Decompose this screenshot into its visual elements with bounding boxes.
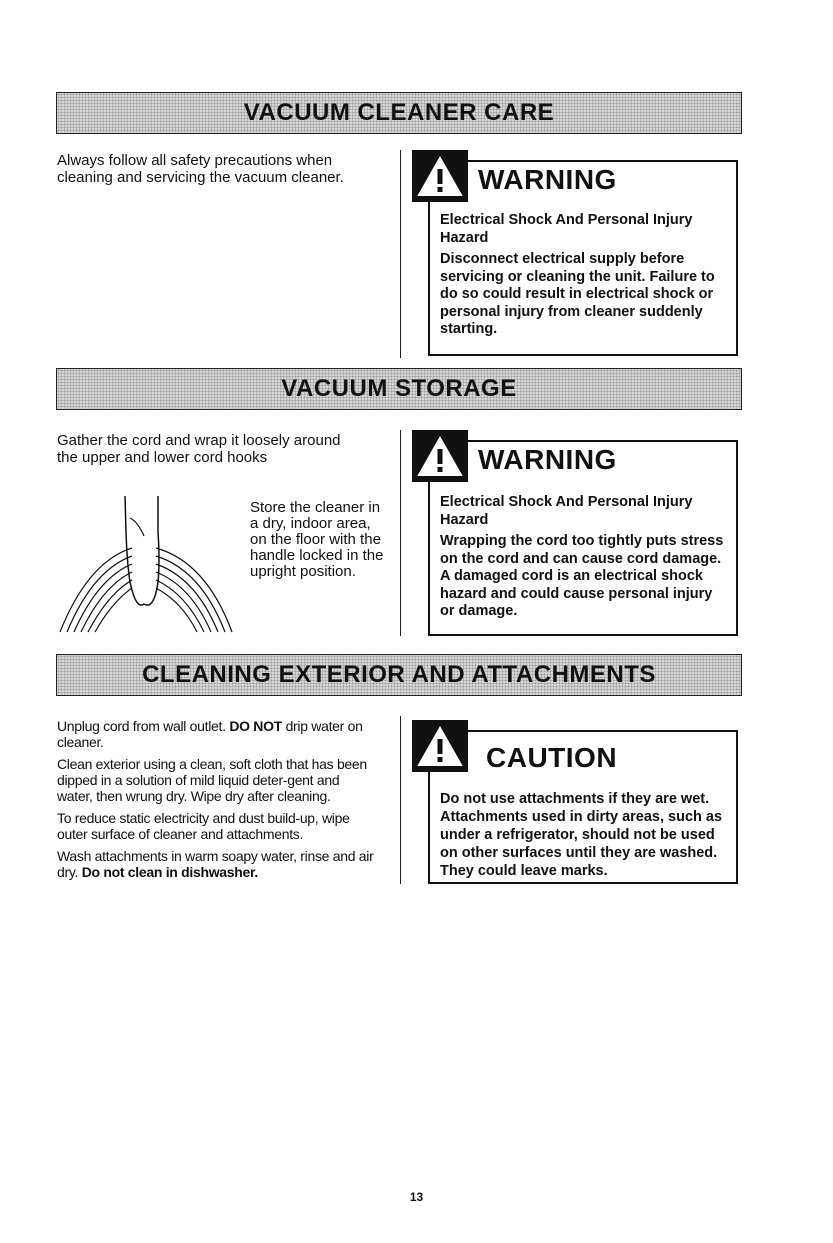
- warning-body: [440, 212, 730, 343]
- storage-figure-caption: Store the cleaner in a dry, indoor area, on the floor with the handle locked in the upright position.: [250, 499, 384, 580]
- section-banner-storage: [56, 368, 742, 410]
- storage-text: Gather the cord and wrap it loosely around the upper and lower cord hooks: [57, 432, 341, 466]
- warning-text: Disconnect electrical supply before servicing or cleaning the unit. Failure to do so could result in electrical shock or personal injury from cleaner suddenly starting.: [440, 251, 715, 337]
- section-banner-care: [56, 92, 742, 134]
- cord-wrap-illustration: [58, 492, 243, 637]
- caution-body: [440, 790, 730, 884]
- section-heading: VACUUM STORAGE: [281, 375, 517, 402]
- warning-box: [428, 440, 738, 636]
- cleaning-text: Unplug cord from wall outlet. DO NOT drip water on cleaner. Clean exterior using a clean, soft cloth that has been dipped in a solution of mild liquid deter-gent and water, then wrung dry. Wipe dry after cleaning. To reduce static electricity and dust build-up, wipe outer surface of cleaner and attachments. Wash attachments in warm soapy water, rinse and air dry. Do not clean in dishwasher.: [57, 718, 374, 880]
- warning-title: WARNING: [478, 444, 617, 475]
- warning-title: WARNING: [478, 164, 617, 195]
- warning-subtitle: Electrical Shock And Personal Injury Hazard: [440, 212, 693, 246]
- column-divider: [400, 430, 401, 636]
- care-text: Always follow all safety precautions when cleaning and servicing the vacuum cleaner.: [57, 152, 344, 186]
- section-heading: CLEANING EXTERIOR AND ATTACHMENTS: [142, 661, 656, 688]
- warning-box: [428, 160, 738, 356]
- section-banner-cleaning: [56, 654, 742, 696]
- warning-triangle-icon: [412, 430, 468, 482]
- column-divider: [400, 150, 401, 358]
- section-heading: VACUUM CLEANER CARE: [243, 99, 555, 126]
- warning-triangle-icon: [412, 720, 468, 772]
- page-number: 13: [409, 1190, 424, 1204]
- caution-title: CAUTION: [486, 742, 618, 773]
- warning-body: [440, 494, 730, 625]
- column-divider: [400, 716, 401, 884]
- caution-box: [428, 730, 738, 884]
- warning-text: Wrapping the cord too tightly puts stress on the cord and can cause cord damage. A damaged cord is an electrical shock hazard and could cause personal injury or damage.: [440, 533, 724, 619]
- warning-subtitle: Electrical Shock And Personal Injury Hazard: [440, 494, 693, 528]
- caution-text: Do not use attachments if they are wet. Attachments used in dirty areas, such as under a refrigerator, should not be used on other surfaces until they are washed. They could leave marks.: [440, 791, 723, 879]
- warning-triangle-icon: [412, 150, 468, 202]
